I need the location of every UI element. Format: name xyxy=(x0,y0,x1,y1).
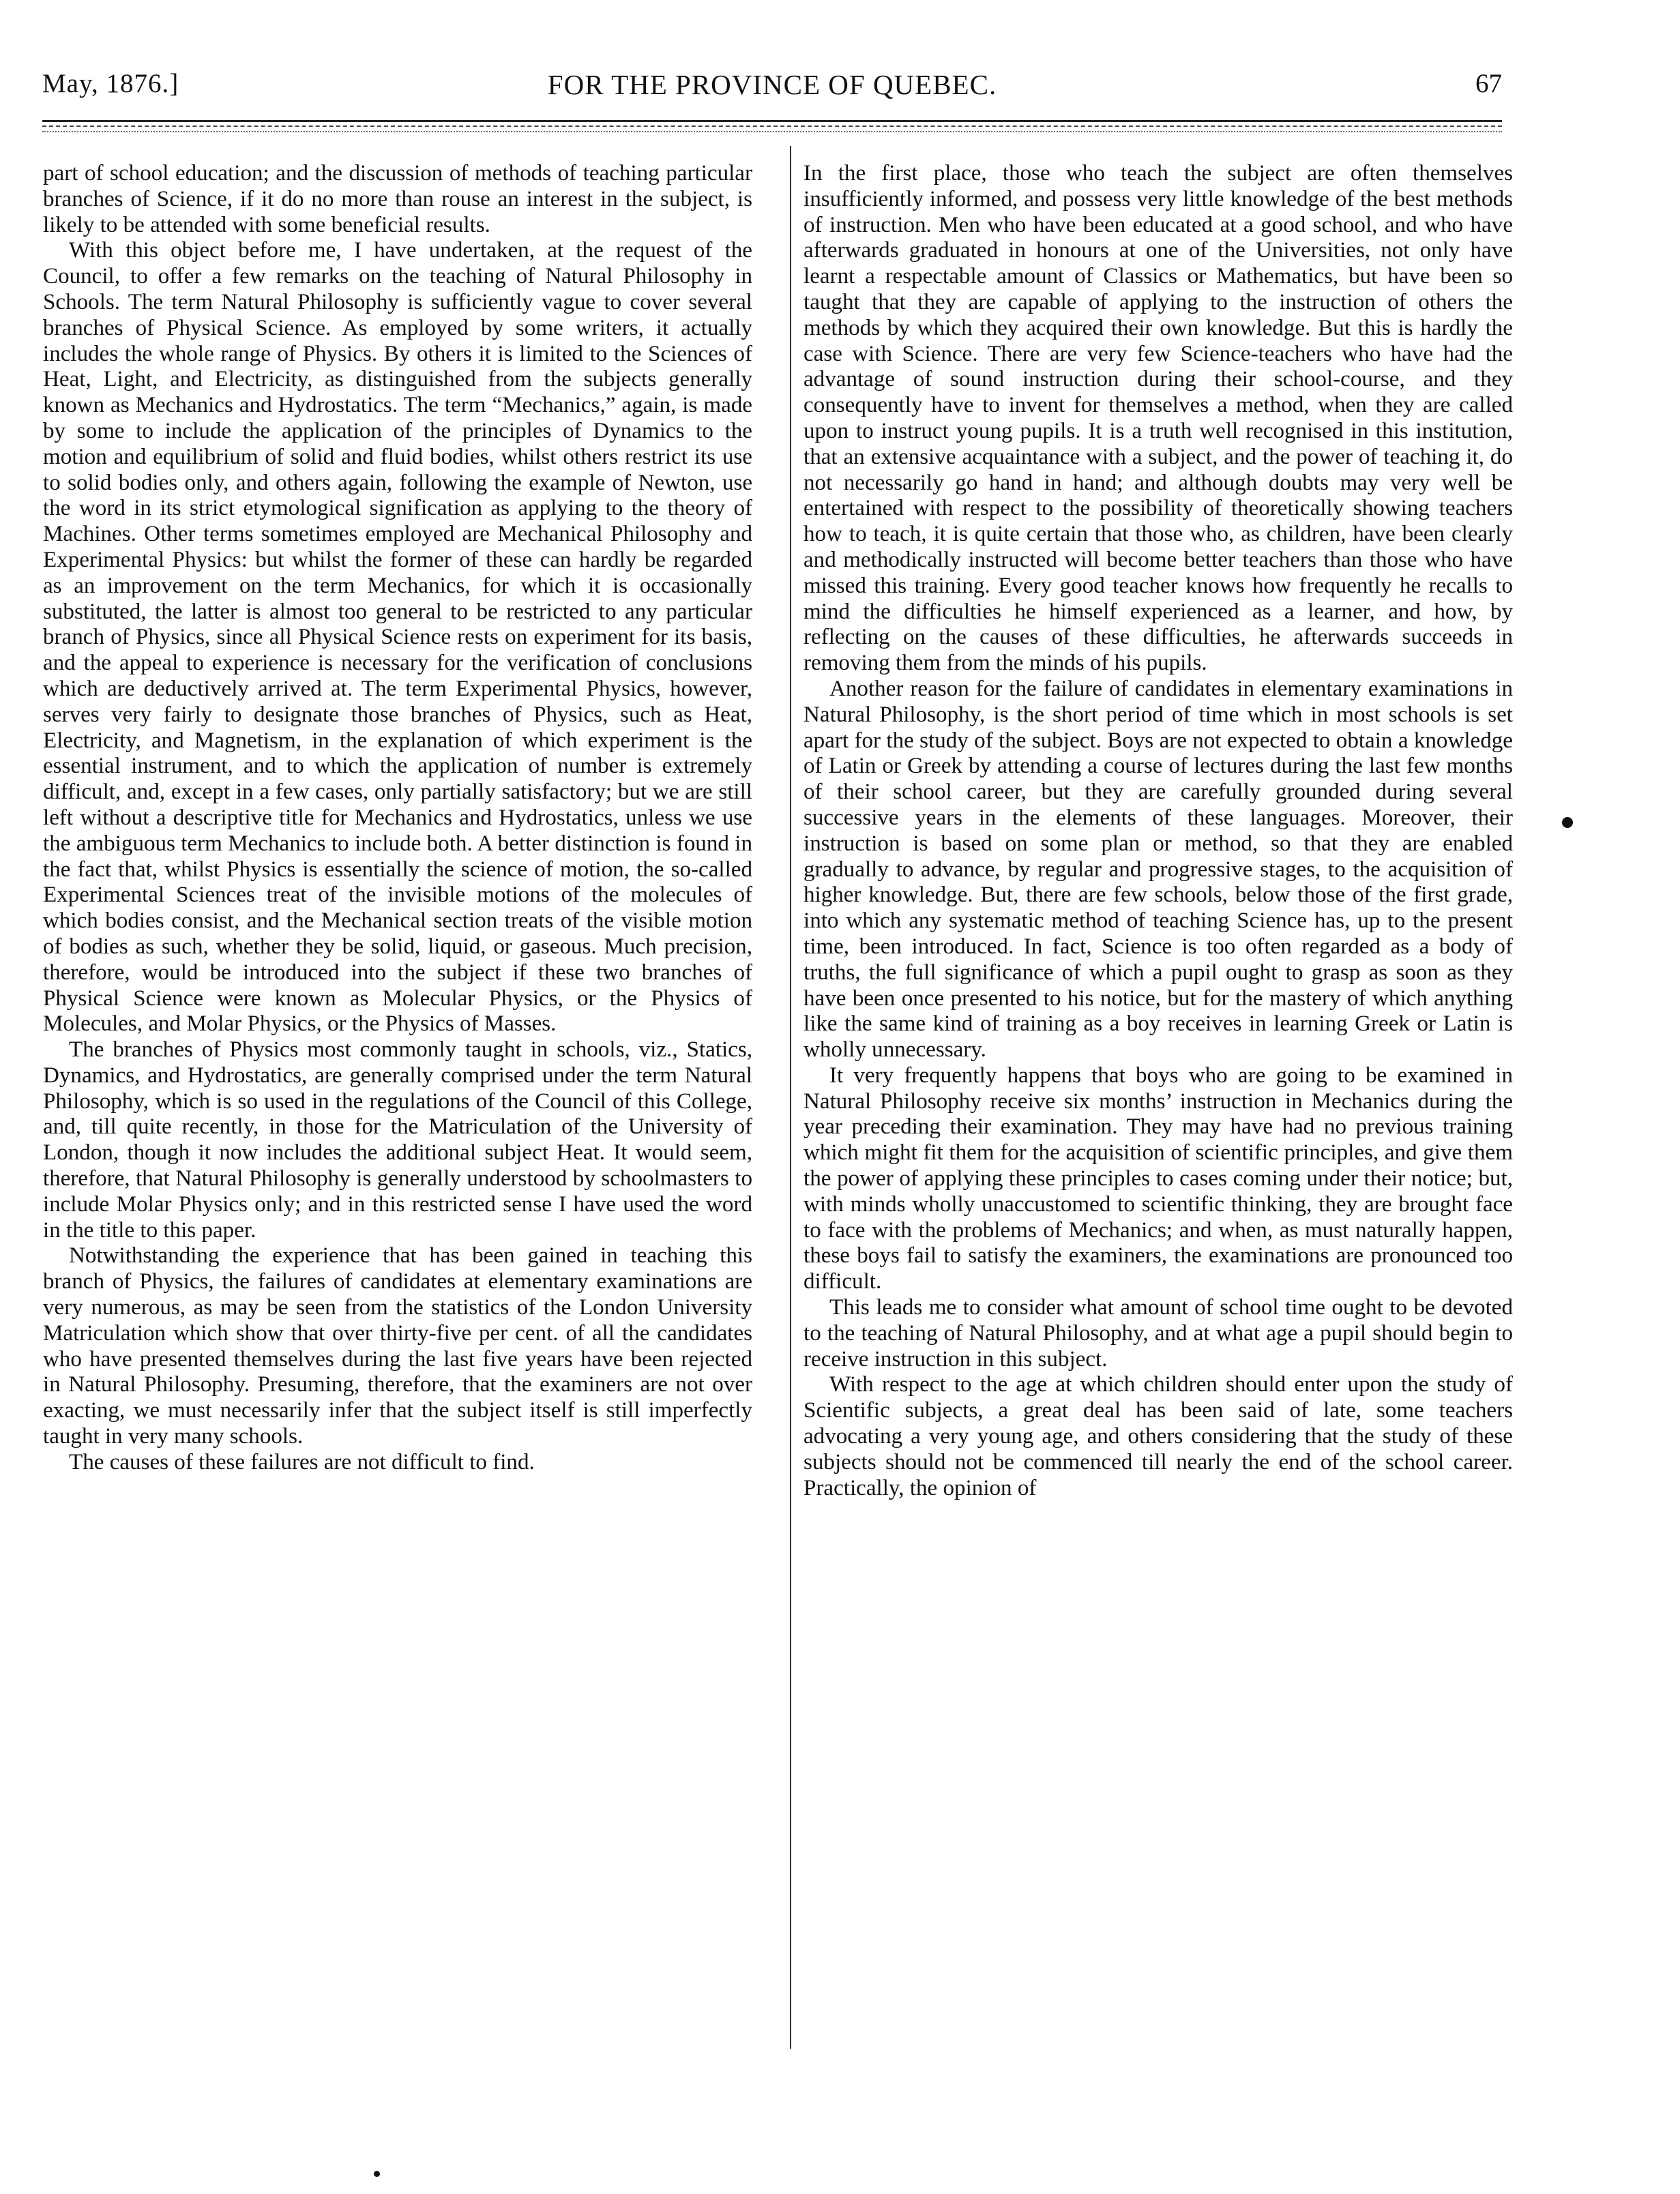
header-rule xyxy=(42,120,1502,122)
ink-spot xyxy=(374,2171,380,2177)
paragraph: This leads me to consider what amount of school time ought to be devoted to the teaching of Natural Philosophy, and at what age a pupil should begin to receive instruction in this subject. xyxy=(804,1295,1513,1372)
paragraph: The causes of these failures are not difficult to find. xyxy=(69,1449,535,1474)
paragraph: part of school education; and the discussion of methods of teaching particular branches of Science, if it do no more than rouse an interest in the subject, is likely to be attended with some beneficial results. xyxy=(43,161,752,237)
page-number: 67 xyxy=(1475,69,1502,98)
header-title: FOR THE PROVINCE OF QUEBEC. xyxy=(547,69,997,100)
paragraph: With respect to the age at which children should enter upon the study of Scientific subjects, a great deal has been said of late, some teachers advocating a very young age, and others considering that the study of these subjects should not be commenced till nearly the end of the school career. Practically, the opinion of xyxy=(804,1372,1513,1500)
paragraph: With this object before me, I have undertaken, at the request of the Council, to offer a few remarks on the teaching of Natural Philosophy in Schools. The term Natural Philosophy is sufficiently vague to cover several branches of Physical Science. As employed by some writers, it actually includes the whole range of Physics. By others it is limited to the Sciences of Heat, Light, and Electricity, as distinguished from the subjects generally known as Mechanics and Hydrostatics. The term “Mechanics,” again, is made by some to include the application of the principles of Dynamics to the motion and equilibrium of solid and fluid bodies, whilst others restrict its use to solid bodies only, and others again, following the example of Newton, use the word in its strict etymological signification as applying to the theory of Machines. Other terms sometimes employed are Mechanical Philosophy and Experimental Physics: but whilst the former of these can hardly be regarded as an improvement on the term Mechanics, for which it is occasionally substituted, the latter is almost too general to be restricted to any particular branch of Physics, since all Physical Science rests on experiment for its basis, and the appeal to experience is necessary for the verification of conclusions which are deductively arrived at. The term Experimental Physics, however, serves very fairly to designate those branches of Physics, such as Heat, Electricity, and Magnetism, in the explanation of which experiment is the essential instrument, and to which the application of number is extremely difficult, and, except in a few cases, only partially satisfactory; but we are still left without a descriptive title for Mechanics and Hydrostatics, unless we use the ambiguous term Mechanics to include both. A better distinction is found in the fact that, whilst Physics is essentially the science of motion, the so-called Experimental Sciences treat of the invisible motions of the molecules of which bodies consist, and the Mechanical section treats of the visible motion of bodies as such, whether they be solid, liquid, or gaseous. Much precision, therefore, would be introduced into the subject if these two branches of Physical Science were known as Molecular Physics, or the Physics of Molecules, and Molar Physics, or the Physics of Masses. xyxy=(43,238,752,1037)
paragraph: Notwithstanding the experience that has been gained in teaching this branch of Physics, the failures of candidates at elementary examinations are very numerous, as may be seen from the statistics of the London University Matriculation which show that over thirty-five per cent. of all the candidates who have presented themselves during the last five years have been rejected in Natural Philosophy. Presuming, therefore, that the examiners are not over exacting, we must necessarily infer that the subject itself is still imperfectly taught in very many schools. xyxy=(43,1243,752,1449)
paragraph: In the first place, those who teach the subject are often themselves insufficiently informed, and possess very little knowledge of the best methods of instruction. Men who have been educated at a good school, and who have afterwards graduated in honours at one of the Universities, not only have learnt a respectable amount of Classics or Mathematics, but have been so taught that they are capable of applying to the instruction of others the methods by which they acquired their own knowledge. But this is hardly the case with Science. There are very few Science-teachers who have had the advantage of sound instruction during their school-course, and they consequently have to invent for themselves a method, when they are called upon to instruct young pupils. It is a truth well recognised in this institution, that an extensive acquaintance with a subject, and the power of teaching it, do not necessarily go hand in hand; and although doubts may very well be entertained with respect to the possibility of theoretically showing teachers how to teach, it is quite certain that those who, as children, have been clearly and methodically instructed will become better teachers than those who have missed this training. Every good teacher knows how frequently he recalls to mind the difficulties he himself experienced as a learner, and how, by reflecting on the causes of these difficulties, he afterwards succeeds in removing them from the minds of his pupils. xyxy=(804,161,1513,676)
ink-spot xyxy=(1562,817,1573,828)
header-date: May, 1876.] xyxy=(42,69,179,98)
paragraph: The branches of Physics most commonly taught in schools, viz., Statics, Dynamics, and Hydrostatics, are generally comprised under the term Natural Philosophy, which is so used in the regulations of the Council of this College, and, till quite recently, in those for the Matriculation of the University of London, though it now includes the additional subject Heat. It would seem, therefore, that Natural Philosophy is generally understood by schoolmasters to include Molar Physics only; and in this restricted sense I have used the word in the title to this paper. xyxy=(43,1037,752,1243)
left-column xyxy=(43,161,752,2030)
header-rule-dashed xyxy=(42,125,1502,127)
header-rule-dotted xyxy=(42,131,1502,132)
page-header xyxy=(42,68,1502,109)
paragraph: Another reason for the failure of candidates in elementary examinations in Natural Philosophy, is the short period of time which in most schools is set apart for the study of the subject. Boys are not expected to obtain a knowledge of Latin or Greek by attending a course of lectures during the last few months of their school career, but they are carefully grounded during several successive years in the elements of these languages. Moreover, their instruction is based on some plan or method, so that they are enabled gradually to advance, by regular and progressive stages, to the acquisition of higher knowledge. But, there are few schools, below those of the first grade, into which any systematic method of teaching Science has, up to the present time, been introduced. In fact, Science is too often regarded as a body of truths, the full significance of which a pupil ought to grasp as soon as they have been once presented to his notice, but for the mastery of which anything like the same kind of training as a boy receives in learning Greek or Latin is wholly unnecessary. xyxy=(804,676,1513,1063)
paragraph: It very frequently happens that boys who are going to be examined in Natural Philosophy receive six months’ instruction in Mechanics during the year preceding their examination. They may have had no previous training which might fit them for the acquisition of scientific principles, and give them the power of applying these principles to cases coming under their notice; but, with minds wholly unaccustomed to scientific thinking, they are brought face to face with the problems of Mechanics; and when, as must naturally happen, these boys fail to satisfy the examiners, the examinations are pronounced too difficult. xyxy=(804,1063,1513,1294)
right-column xyxy=(804,161,1513,2030)
column-divider xyxy=(790,146,791,2049)
